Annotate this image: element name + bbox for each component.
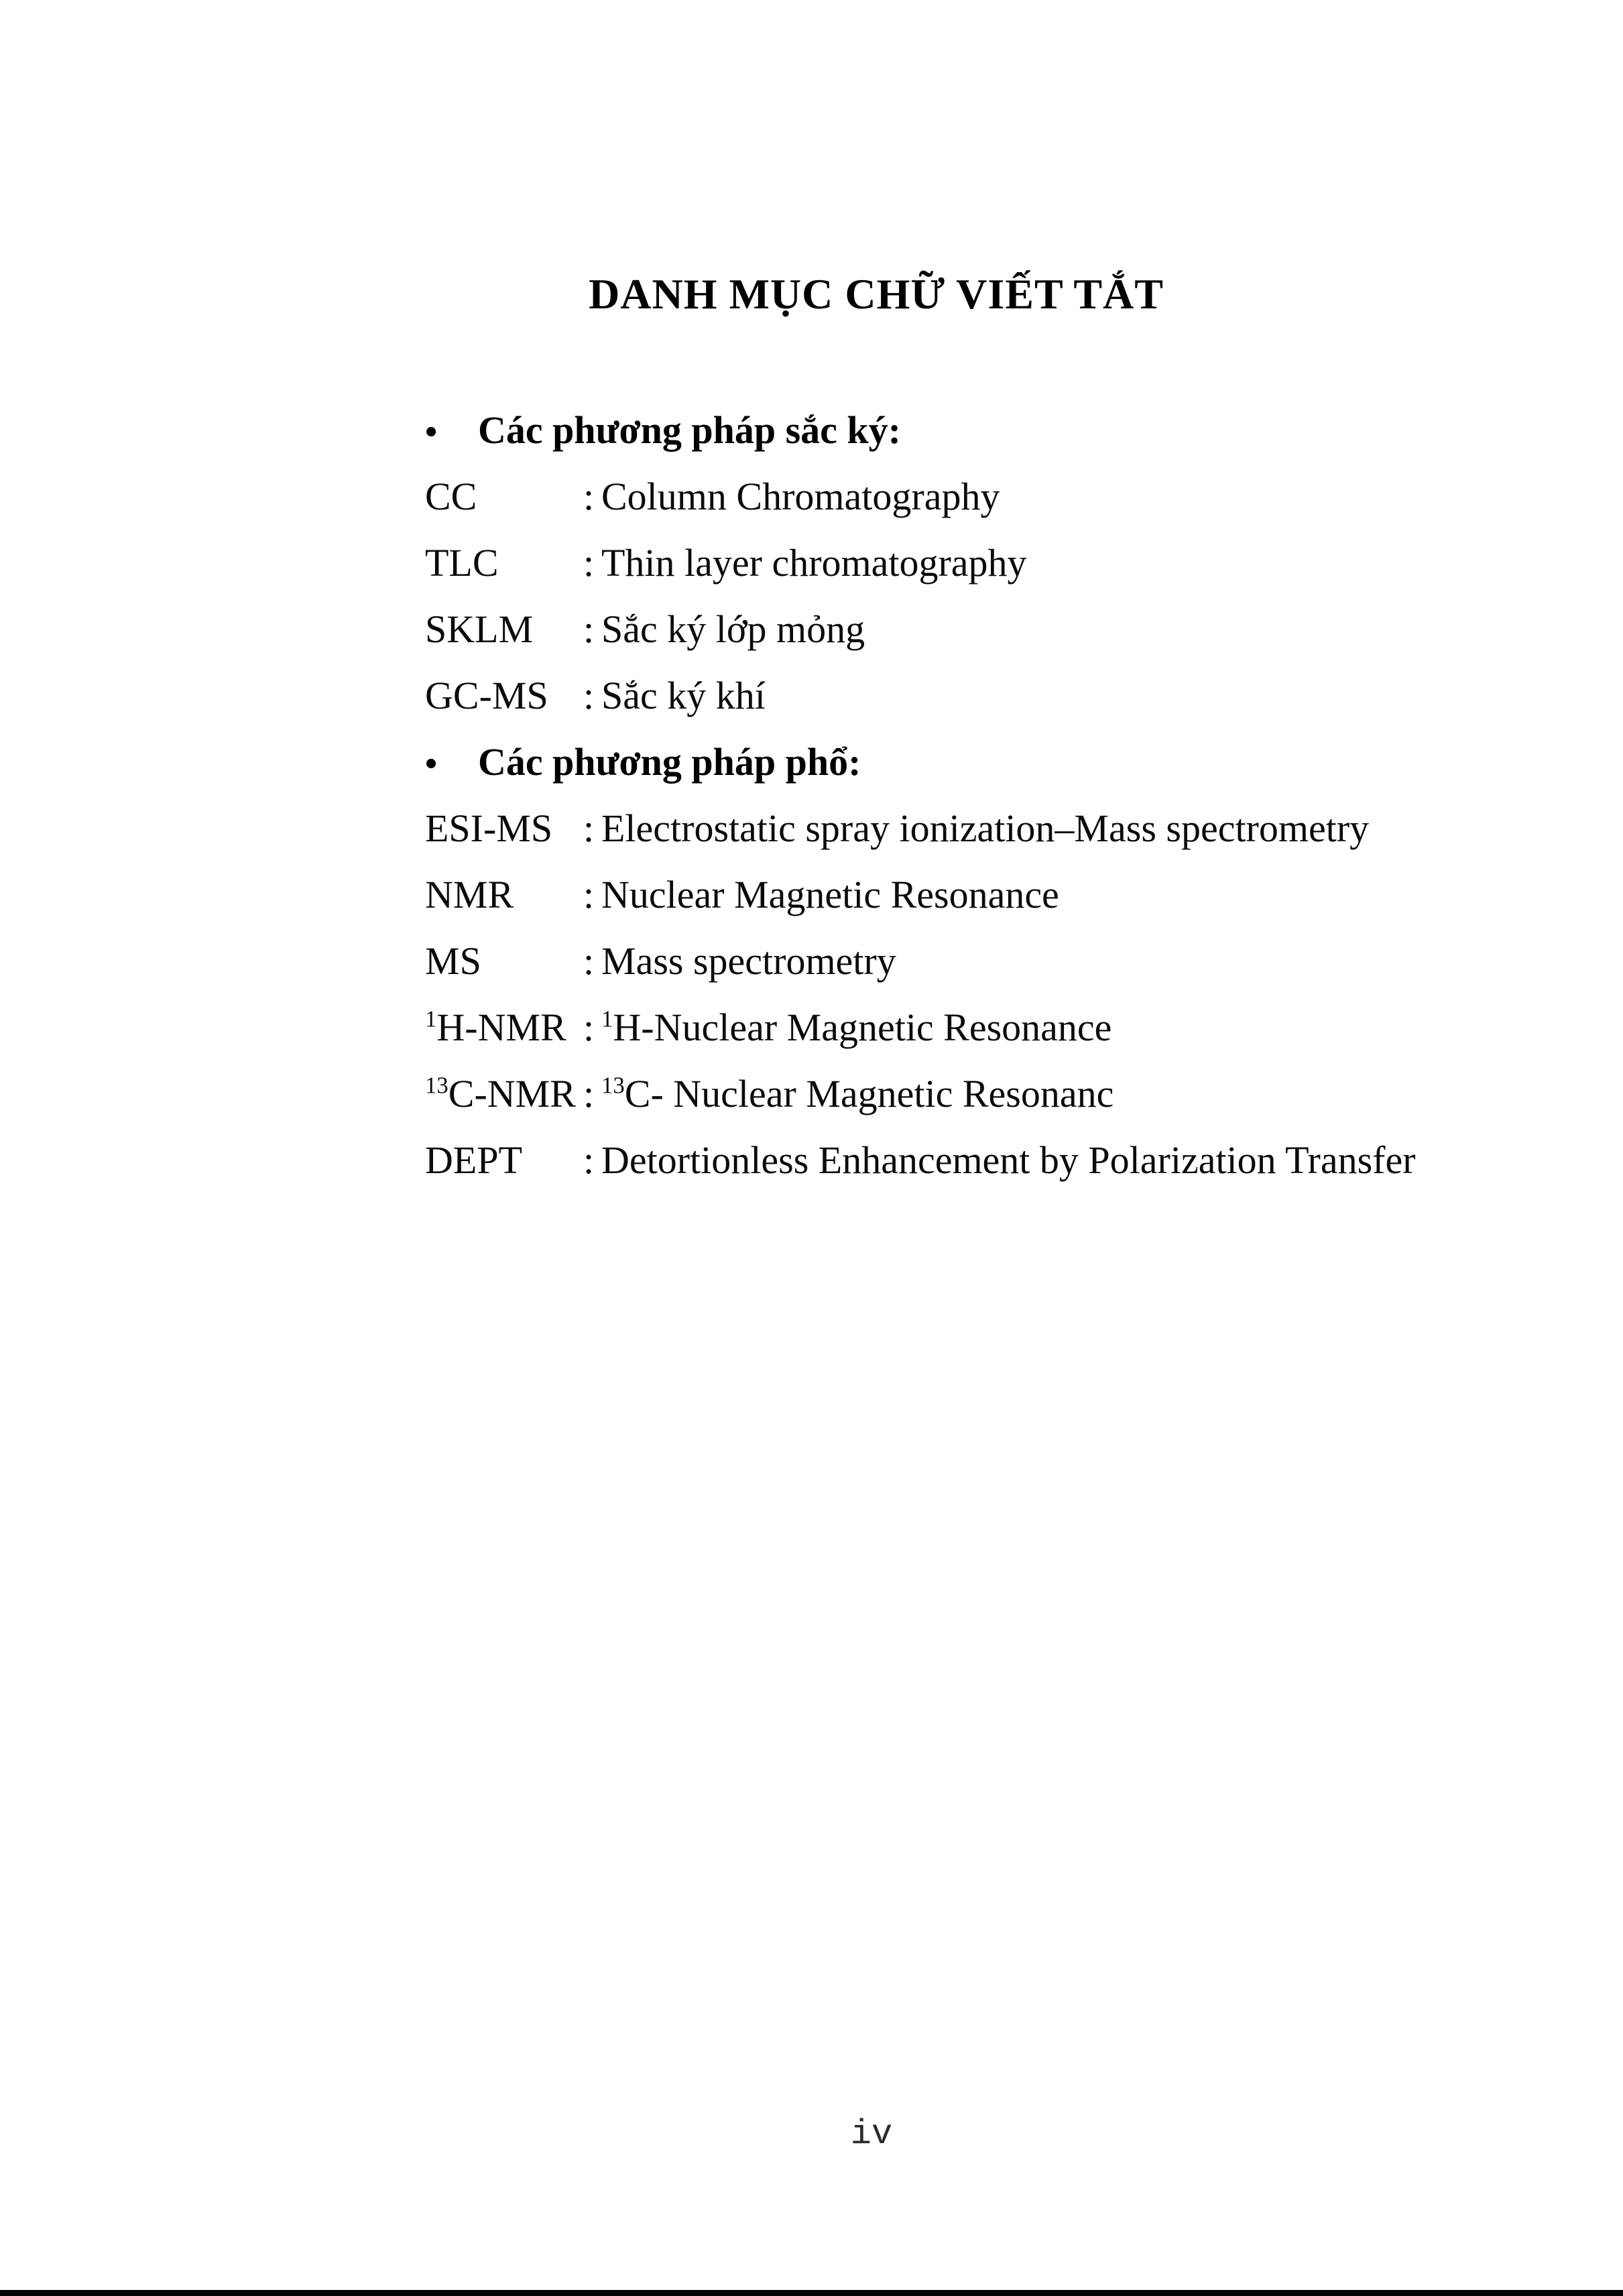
abbreviation-row-esims — [425, 795, 1524, 861]
abbr-text: CC — [425, 475, 477, 518]
definition-superscript: 13 — [601, 1072, 625, 1099]
separator-colon: : — [583, 873, 595, 916]
abbr-text: ESI-MS — [425, 806, 553, 850]
section-heading-spectroscopy — [425, 729, 1524, 795]
page-number: iv — [850, 2114, 893, 2154]
abbr-text: DEPT — [425, 1138, 522, 1182]
separator-colon: : — [583, 541, 595, 585]
abbreviation-label — [425, 795, 583, 861]
definition-text: C- Nuclear Magnetic Resonanc — [624, 1072, 1114, 1115]
abbr-superscript: 1 — [425, 1006, 437, 1032]
abbr-text: SKLM — [425, 607, 534, 651]
abbreviation-definition — [601, 1072, 1114, 1115]
definition-superscript: 1 — [601, 1006, 613, 1032]
abbreviation-row-hnmr — [425, 994, 1524, 1061]
abbr-text: TLC — [425, 541, 499, 585]
section-heading-label: Các phương pháp phổ: — [478, 740, 861, 784]
abbr-text: C-NMR — [448, 1072, 576, 1115]
definition-text: Sắc ký lớp mỏng — [601, 607, 865, 651]
abbreviation-definition — [601, 1138, 1416, 1182]
definition-text: Sắc ký khí — [601, 674, 766, 717]
abbreviation-label — [425, 596, 583, 662]
abbreviation-definition — [601, 541, 1027, 585]
separator-colon: : — [583, 674, 595, 717]
abbreviation-row-ms — [425, 928, 1524, 994]
abbreviation-definition — [601, 674, 766, 717]
abbr-text: NMR — [425, 873, 514, 916]
abbreviation-definition — [601, 873, 1059, 916]
definition-text: H-Nuclear Magnetic Resonance — [613, 1006, 1112, 1049]
separator-colon: : — [583, 475, 595, 518]
separator-colon: : — [583, 939, 595, 983]
abbreviation-row-dept — [425, 1127, 1524, 1193]
abbr-superscript: 13 — [425, 1072, 448, 1099]
abbreviation-row-tlc — [425, 530, 1524, 596]
section-heading-chromatography — [425, 397, 1524, 463]
abbreviation-label — [425, 861, 583, 928]
abbreviation-label — [425, 662, 583, 729]
abbr-text: MS — [425, 939, 481, 983]
abbreviation-definition — [601, 1006, 1111, 1049]
abbreviation-row-cnmr — [425, 1061, 1524, 1127]
abbreviation-label — [425, 463, 583, 530]
separator-colon: : — [583, 806, 595, 850]
abbreviation-row-cc — [425, 463, 1524, 530]
abbreviation-label — [425, 1061, 583, 1127]
abbreviation-row-nmr — [425, 861, 1524, 928]
abbreviation-definition — [601, 806, 1369, 850]
abbr-text: GC-MS — [425, 674, 548, 717]
separator-colon: : — [583, 1006, 595, 1049]
abbreviation-row-sklm — [425, 596, 1524, 662]
abbreviation-list — [425, 397, 1524, 1193]
scan-edge-bar — [0, 2290, 1623, 2296]
definition-text: Thin layer chromatography — [601, 541, 1027, 585]
definition-text: Detortionless Enhancement by Polarization Transfer — [601, 1138, 1416, 1182]
abbreviation-definition — [601, 607, 865, 651]
definition-text: Column Chromatography — [601, 475, 1000, 518]
section-heading-label: Các phương pháp sắc ký: — [478, 408, 901, 452]
abbreviation-label — [425, 1127, 583, 1193]
definition-text: Mass spectrometry — [601, 939, 896, 983]
separator-colon: : — [583, 607, 595, 651]
abbr-text: H-NMR — [436, 1006, 566, 1049]
separator-colon: : — [583, 1072, 595, 1115]
abbreviation-definition — [601, 475, 1000, 518]
abbreviation-definition — [601, 939, 896, 983]
bullet-icon: • — [425, 745, 438, 783]
bullet-icon: • — [425, 413, 438, 451]
abbreviation-label — [425, 530, 583, 596]
definition-text: Nuclear Magnetic Resonance — [601, 873, 1059, 916]
definition-text: Electrostatic spray ionization–Mass spectrometry — [601, 806, 1370, 850]
page-title: DANH MỤC CHỮ VIẾT TẮT — [589, 270, 1164, 318]
abbreviation-label — [425, 994, 583, 1061]
abbreviation-row-gcms — [425, 662, 1524, 729]
abbreviation-label — [425, 928, 583, 994]
separator-colon: : — [583, 1138, 595, 1182]
